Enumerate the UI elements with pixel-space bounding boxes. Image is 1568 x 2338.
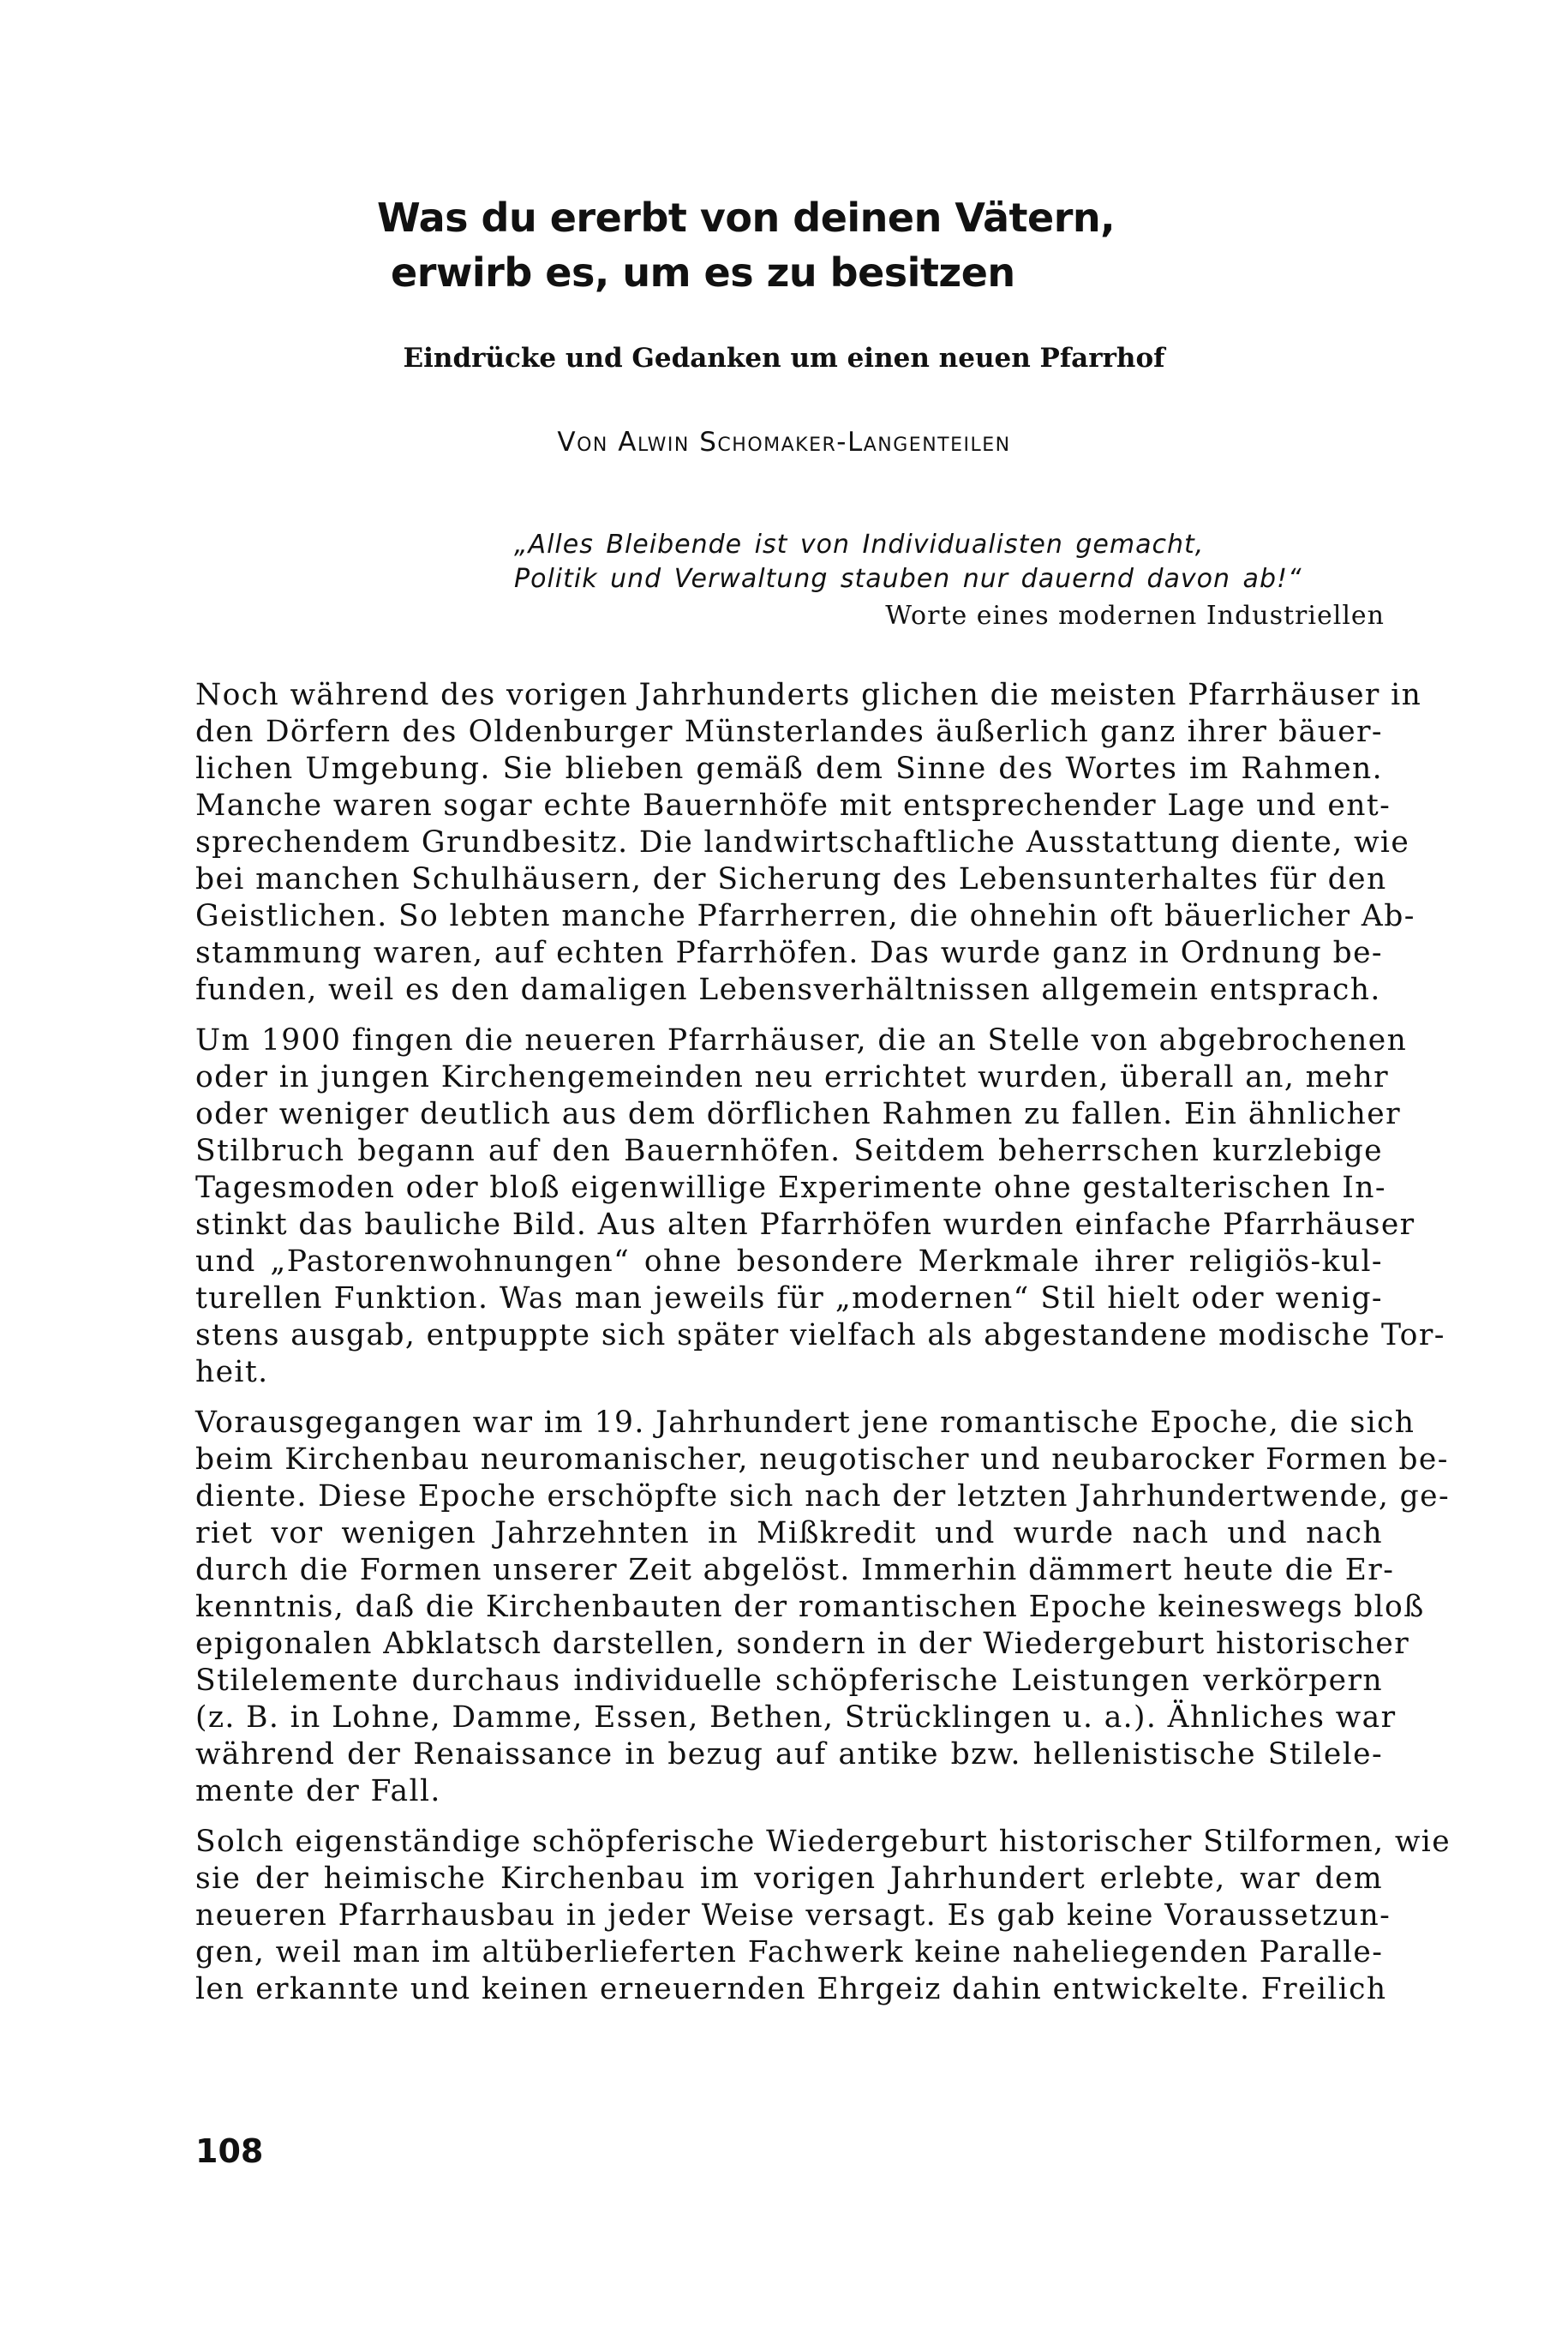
text-line: epigonalen Abklatsch darstellen, sondern in der Wiedergeburt historischer bbox=[195, 1627, 1410, 1661]
text-line: Stilbruch begann auf den Bauernhöfen. Seitdem beherrschen kurzlebige bbox=[195, 1134, 1383, 1168]
paragraph bbox=[195, 1824, 1451, 2008]
text-line: (z. B. in Lohne, Damme, Essen, Bethen, Strücklingen u. a.). Ähnliches war bbox=[195, 1700, 1397, 1735]
text-line: Vorausgegangen war im 19. Jahrhundert jene romantische Epoche, die sich bbox=[195, 1406, 1415, 1440]
epigraph-line-1: „Alles Bleibende ist von Individualisten gemacht, bbox=[514, 530, 1205, 560]
text-line: oder in jungen Kirchengemeinden neu errichtet wurden, überall an, mehr bbox=[195, 1060, 1390, 1094]
author-byline: Von Alwin Schomaker-Langenteilen bbox=[557, 427, 1011, 458]
text-line: heit. bbox=[195, 1355, 269, 1389]
text-line: kenntnis, daß die Kirchenbauten der romantischen Epoche keineswegs bloß bbox=[195, 1590, 1425, 1624]
text-line: den Dörfern des Oldenburger Münsterlandes äußerlich ganz ihrer bäuer- bbox=[195, 715, 1383, 749]
text-line: während der Renaissance in bezug auf antike bzw. hellenistische Stilele- bbox=[195, 1737, 1383, 1771]
text-line: sie der heimische Kirchenbau im vorigen Jahrhundert erlebte, war dem bbox=[195, 1861, 1383, 1896]
article-title bbox=[377, 190, 1320, 300]
paragraph bbox=[195, 677, 1422, 1009]
text-line: turellen Funktion. Was man jeweils für „modernen“ Stil hielt oder wenig- bbox=[195, 1281, 1383, 1316]
text-line: len erkannte und keinen erneuernden Ehrgeiz dahin entwickelte. Freilich bbox=[195, 1972, 1387, 2006]
text-line: mente der Fall. bbox=[195, 1774, 441, 1808]
text-line: bei manchen Schulhäusern, der Sicherung des Lebensunterhaltes für den bbox=[195, 862, 1387, 896]
article-body bbox=[195, 677, 1451, 2008]
text-line: funden, weil es den damaligen Lebensverhältnissen allgemein entsprach. bbox=[195, 973, 1381, 1007]
epigraph bbox=[514, 528, 1385, 634]
text-line: stinkt das bauliche Bild. Aus alten Pfarrhöfen wurden einfache Pfarrhäuser bbox=[195, 1208, 1415, 1242]
text-line: beim Kirchenbau neuromanischer, neugotischer und neubarocker Formen be- bbox=[195, 1442, 1449, 1477]
text-line: Geistlichen. So lebten manche Pfarrherren, die ohnehin oft bäuerlicher Ab- bbox=[195, 899, 1415, 933]
text-line: stammung waren, auf echten Pfarrhöfen. Das wurde ganz in Ordnung be- bbox=[195, 936, 1383, 970]
title-line-1: Was du ererbt von deinen Vätern, bbox=[377, 195, 1116, 241]
article-subtitle: Eindrücke und Gedanken um einen neuen Pfarrhof bbox=[403, 343, 1165, 374]
text-line: Tagesmoden oder bloß eigenwillige Experimente ohne gestalterischen In- bbox=[195, 1171, 1386, 1205]
epigraph-source: Worte eines modernen Industriellen bbox=[885, 601, 1385, 631]
text-line: lichen Umgebung. Sie blieben gemäß dem Sinne des Wortes im Rahmen. bbox=[195, 752, 1383, 786]
paragraph bbox=[195, 1022, 1445, 1391]
page-number: 108 bbox=[195, 2132, 264, 2170]
text-line: gen, weil man im altüberlieferten Fachwerk keine naheliegenden Paralle- bbox=[195, 1935, 1384, 1969]
text-line: neueren Pfarrhausbau in jeder Weise versagt. Es gab keine Voraussetzun- bbox=[195, 1898, 1391, 1933]
title-line-2: erwirb es, um es zu besitzen bbox=[391, 249, 1015, 296]
text-line: sprechendem Grundbesitz. Die landwirtschaftliche Ausstattung diente, wie bbox=[195, 825, 1410, 860]
text-line: Stilelemente durchaus individuelle schöpferische Leistungen verkörpern bbox=[195, 1664, 1383, 1698]
text-line: durch die Formen unserer Zeit abgelöst. Immerhin dämmert heute die Er- bbox=[195, 1553, 1395, 1587]
text-line: diente. Diese Epoche erschöpfte sich nach der letzten Jahrhundertwende, ge- bbox=[195, 1479, 1451, 1514]
text-line: und „Pastorenwohnungen“ ohne besondere Merkmale ihrer religiös-kul- bbox=[195, 1244, 1383, 1279]
text-line: Noch während des vorigen Jahrhunderts glichen die meisten Pfarrhäuser in bbox=[195, 678, 1422, 712]
paragraph bbox=[195, 1405, 1451, 1810]
text-line: riet vor wenigen Jahrzehnten in Mißkredit und wurde nach und nach bbox=[195, 1516, 1383, 1550]
text-line: Manche waren sogar echte Bauernhöfe mit entsprechender Lage und ent- bbox=[195, 788, 1391, 823]
text-line: stens ausgab, entpuppte sich später vielfach als abgestandene modische Tor- bbox=[195, 1318, 1445, 1352]
text-line: oder weniger deutlich aus dem dörflichen Rahmen zu fallen. Ein ähnlicher bbox=[195, 1097, 1401, 1131]
text-line: Um 1900 fingen die neueren Pfarrhäuser, die an Stelle von abgebrochenen bbox=[195, 1023, 1408, 1058]
text-line: Solch eigenständige schöpferische Wiedergeburt historischer Stilformen, wie bbox=[195, 1825, 1451, 1859]
epigraph-line-2: Politik und Verwaltung stauben nur dauernd davon ab!“ bbox=[514, 564, 1302, 594]
